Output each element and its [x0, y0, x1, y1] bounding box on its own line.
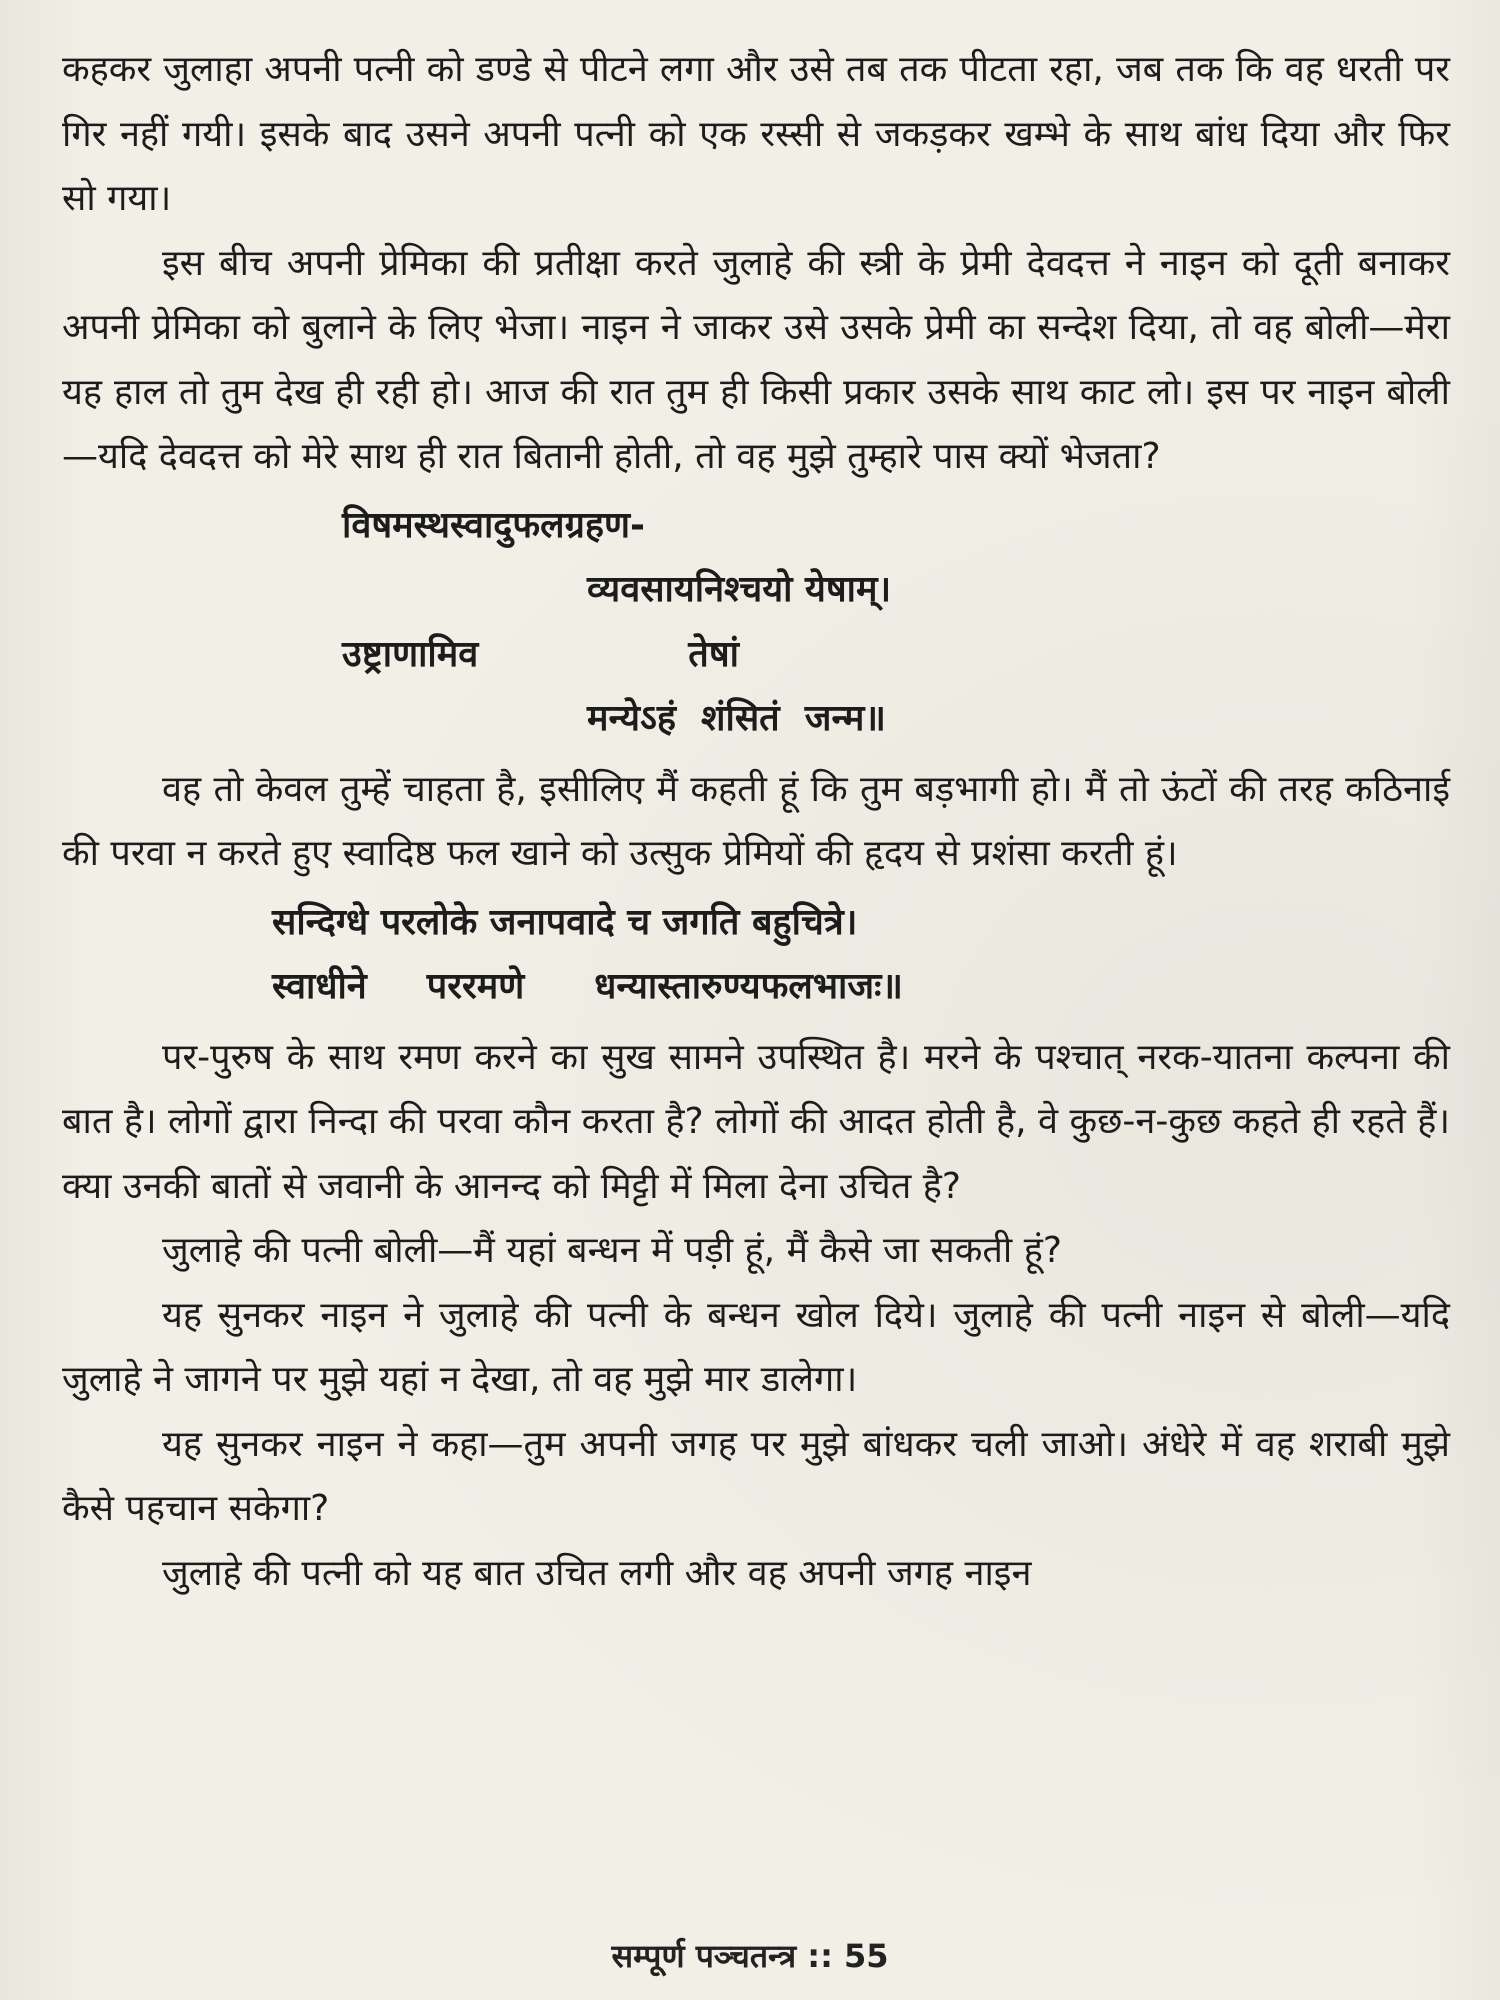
verse-1-line-3	[342, 623, 1450, 688]
sanskrit-verse-1	[62, 494, 1450, 752]
paragraph-4: पर-पुरुष के साथ रमण करने का सुख सामने उपस्थित है। मरने के पश्चात् नरक-यातना कल्पना की बात है। लोगों द्वारा निन्दा की परवा कौन करता है? लोगों की आदत होती है, वे कुछ-न-कुछ कहते ही रहते हैं। क्या उनकी बातों से जवानी के आनन्द को मिट्टी में मिला देना उचित है?	[62, 1036, 1450, 1207]
verse-1-line-4: मन्येऽहं शंसितं जन्म॥	[587, 698, 887, 739]
page-footer: सम्पूर्ण पञ्चतन्त्र :: 55	[611, 1937, 889, 1975]
page-text	[62, 38, 1450, 1606]
verse-2-line-2-word-1: स्वाधीने	[272, 966, 367, 1007]
sanskrit-verse-2	[62, 891, 1450, 1020]
paragraph-2: इस बीच अपनी प्रेमिका की प्रतीक्षा करते जुलाहे की स्त्री के प्रेमी देवदत्त ने नाइन को दूती बनाकर अपनी प्रेमिका को बुलाने के लिए भेजा। नाइन ने जाकर उसे उसके प्रेमी का सन्देश दिया, तो वह बोली—मेरा यह हाल तो तुम देख ही रही हो। आज की रात तुम ही किसी प्रकार उसके साथ काट लो। इस पर नाइन बोली—यदि देवदत्त को मेरे साथ ही रात बितानी होती, तो वह मुझे तुम्हारे पास क्यों भेजता?	[62, 242, 1450, 477]
verse-2-line-2-word-3: धन्यास्तारुण्यफलभाजः॥	[594, 966, 903, 1007]
paragraph-6: यह सुनकर नाइन ने जुलाहे की पत्नी के बन्धन खोल दिये। जुलाहे की पत्नी नाइन से बोली—यदि जुलाहे ने जागने पर मुझे यहां न देखा, तो वह मुझे मार डालेगा।	[62, 1294, 1450, 1400]
verse-1-line-2: व्यवसायनिश्चयो येषाम्।	[587, 569, 892, 610]
paragraph-5: जुलाहे की पत्नी बोली—मैं यहां बन्धन में पड़ी हूं, मैं कैसे जा सकती हूं?	[162, 1230, 1062, 1271]
verse-1-line-3-word-1: उष्ट्राणामिव	[342, 633, 479, 675]
paragraph-1: कहकर जुलाहा अपनी पत्नी को डण्डे से पीटने लगा और उसे तब तक पीटता रहा, जब तक कि वह धरती पर गिर नहीं गयी। इसके बाद उसने अपनी पत्नी को एक रस्सी से जकड़कर खम्भे के साथ बांध दिया और फिर सो गया।	[62, 49, 1450, 219]
verse-1-line-3-word-2: तेषां	[688, 633, 739, 675]
paragraph-8: जुलाहे की पत्नी को यह बात उचित लगी और वह अपनी जगह नाइन	[162, 1552, 1032, 1594]
paragraph-7: यह सुनकर नाइन ने कहा—तुम अपनी जगह पर मुझे बांधकर चली जाओ। अंधेरे में वह शराबी मुझे कैसे पहचान सकेगा?	[62, 1423, 1450, 1529]
verse-1-line-1: विषमस्थस्वादुफलग्रहण-	[342, 504, 645, 546]
paragraph-3: वह तो केवल तुम्हें चाहता है, इसीलिए मैं कहती हूं कि तुम बड़भागी हो। मैं तो ऊंटों की तरह कठिनाई की परवा न करते हुए स्वादिष्ठ फल खाने को उत्सुक प्रेमियों की हृदय से प्रशंसा करती हूं।	[62, 768, 1450, 874]
verse-2-line-1: सन्दिग्धे परलोके जनापवादे च जगति बहुचित्रे।	[272, 901, 858, 943]
verse-2-line-2	[272, 955, 1450, 1020]
verse-2-line-2-word-2: पररमणे	[426, 966, 525, 1007]
